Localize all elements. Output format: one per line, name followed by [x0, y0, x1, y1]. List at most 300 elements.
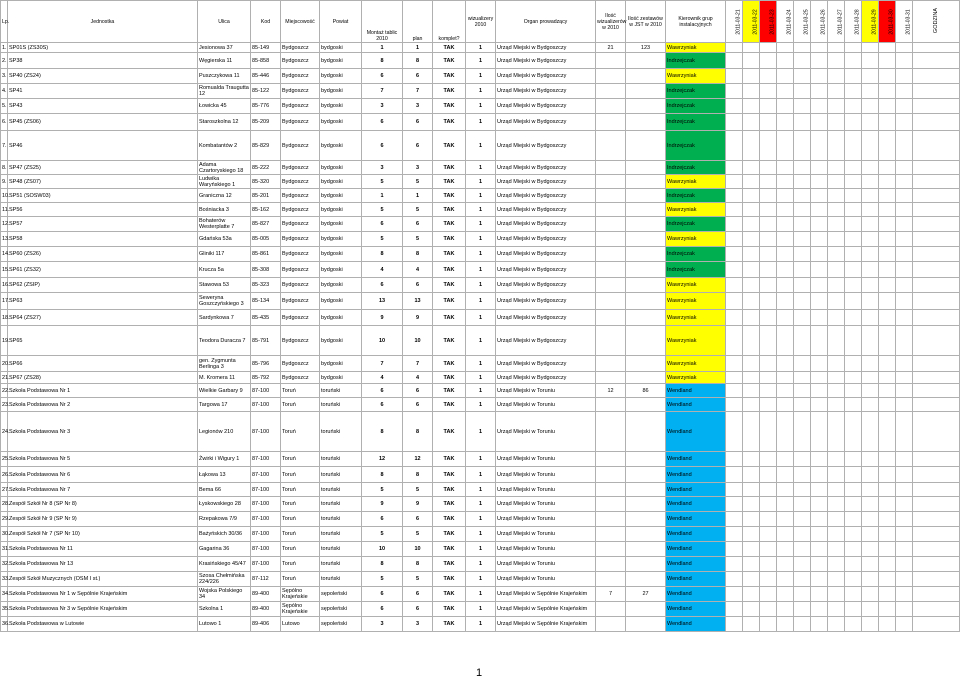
- cell-day: [896, 617, 913, 632]
- cell-day: [743, 69, 760, 84]
- cell-day: [913, 483, 960, 497]
- cell-lp: 3.: [1, 69, 8, 84]
- table-row: [1, 572, 960, 587]
- cell-day: [862, 512, 879, 527]
- cell-day: [777, 617, 794, 632]
- cell-powiat: bydgoski: [320, 356, 362, 372]
- cell-day: [811, 175, 828, 189]
- cell-jednostka: SP41: [8, 84, 198, 99]
- cell-tak: TAK: [433, 189, 466, 203]
- cell-kier: Indrzejczak: [666, 131, 726, 161]
- cell-day: [862, 262, 879, 278]
- cell-ulica: Ludwika Waryńskiego 1: [198, 175, 251, 189]
- cell-day: [794, 483, 811, 497]
- cell-ulica: Adama Czartoryskiego 18: [198, 161, 251, 175]
- cell-day: [743, 278, 760, 293]
- cell-day: [811, 497, 828, 512]
- cell-kod: 85-222: [251, 161, 281, 175]
- cell-day: [862, 69, 879, 84]
- col-header-ilosc-wizualizerow: Ilość wizualizerów w 2010: [596, 1, 626, 43]
- cell-kier: Wendland: [666, 527, 726, 542]
- cell-ilw: [596, 372, 626, 384]
- cell-day: [828, 572, 845, 587]
- cell-day: [845, 53, 862, 69]
- cell-day: [777, 587, 794, 602]
- cell-day: [828, 189, 845, 203]
- cell-day: [828, 617, 845, 632]
- cell-day: [811, 452, 828, 467]
- cell-day: [726, 527, 743, 542]
- col-header-miejscowosc: Miejscowość: [281, 1, 320, 43]
- col-header-wizualizery: wizualizery 2010: [466, 1, 496, 43]
- cell-kier: Indrzejczak: [666, 53, 726, 69]
- cell-day: [896, 69, 913, 84]
- cell-day: [845, 512, 862, 527]
- cell-day: [913, 53, 960, 69]
- cell-komplet: 10: [403, 542, 433, 557]
- cell-ilw: [596, 99, 626, 114]
- cell-day: [811, 262, 828, 278]
- cell-ulica: Seweryna Goszczyńskiego 3: [198, 293, 251, 310]
- table-row: [1, 602, 960, 617]
- cell-kod: 85-308: [251, 262, 281, 278]
- cell-plan: 5: [362, 483, 403, 497]
- cell-organ: Urząd Miejski w Toruniu: [496, 412, 596, 452]
- cell-ilz: [626, 372, 666, 384]
- cell-lp: 28.: [1, 497, 8, 512]
- cell-komplet: 6: [403, 512, 433, 527]
- cell-day: [862, 617, 879, 632]
- cell-ilw: [596, 467, 626, 483]
- cell-ulica: Bohaterów Westerplatte 7: [198, 217, 251, 232]
- cell-day: [828, 384, 845, 398]
- cell-day: [811, 232, 828, 247]
- cell-day: [845, 483, 862, 497]
- cell-day: [777, 43, 794, 53]
- cell-kier: Indrzejczak: [666, 114, 726, 131]
- cell-powiat: toruński: [320, 483, 362, 497]
- cell-day: [896, 467, 913, 483]
- cell-day: [913, 175, 960, 189]
- cell-kier: Wawrzyniak: [666, 43, 726, 53]
- cell-lp: 36.: [1, 617, 8, 632]
- cell-day: [828, 278, 845, 293]
- col-header-ulica: Ulica: [198, 1, 251, 43]
- cell-organ: Urząd Miejski w Toruniu: [496, 398, 596, 412]
- cell-day: [862, 217, 879, 232]
- cell-miejsc: Bydgoszcz: [281, 262, 320, 278]
- cell-day: [879, 217, 896, 232]
- cell-day: [811, 572, 828, 587]
- cell-kod: 85-162: [251, 203, 281, 217]
- cell-organ: Urząd Miejski w Bydgoszczy: [496, 326, 596, 356]
- cell-day: [879, 84, 896, 99]
- cell-day: [811, 293, 828, 310]
- cell-day: [845, 175, 862, 189]
- cell-komplet: 5: [403, 527, 433, 542]
- cell-miejsc: Toruń: [281, 557, 320, 572]
- cell-lp: 6.: [1, 114, 8, 131]
- cell-day: [828, 131, 845, 161]
- cell-wiz: 1: [466, 69, 496, 84]
- cell-day: [794, 278, 811, 293]
- cell-day: [777, 278, 794, 293]
- cell-day: [777, 114, 794, 131]
- cell-day: [845, 557, 862, 572]
- table-row: [1, 512, 960, 527]
- cell-ilw: [596, 84, 626, 99]
- cell-organ: Urząd Miejski w Bydgoszczy: [496, 293, 596, 310]
- cell-day: [828, 512, 845, 527]
- cell-day: [811, 43, 828, 53]
- cell-day: [896, 310, 913, 326]
- cell-powiat: bydgoski: [320, 247, 362, 262]
- cell-day: [743, 53, 760, 69]
- cell-ulica: Lutowo 1: [198, 617, 251, 632]
- cell-ulica: Kombatantów 2: [198, 131, 251, 161]
- col-header-day: 2011-03-25: [794, 1, 811, 43]
- cell-day: [879, 384, 896, 398]
- cell-day: [760, 372, 777, 384]
- cell-day: [828, 69, 845, 84]
- cell-wiz: 1: [466, 542, 496, 557]
- cell-day: [896, 232, 913, 247]
- cell-jednostka: Szkoła Podstawowa w Lutowie: [8, 617, 198, 632]
- cell-day: [845, 467, 862, 483]
- cell-day: [896, 217, 913, 232]
- cell-day: [862, 602, 879, 617]
- cell-day: [794, 232, 811, 247]
- cell-powiat: toruński: [320, 542, 362, 557]
- cell-day: [896, 483, 913, 497]
- cell-wiz: 1: [466, 175, 496, 189]
- cell-kier: Wawrzyniak: [666, 175, 726, 189]
- cell-day: [896, 114, 913, 131]
- cell-plan: 8: [362, 412, 403, 452]
- cell-organ: Urząd Miejski w Bydgoszczy: [496, 114, 596, 131]
- cell-wiz: 1: [466, 512, 496, 527]
- table-row: [1, 587, 960, 602]
- cell-ilw: [596, 326, 626, 356]
- cell-day: [811, 527, 828, 542]
- col-header-kierownik: Kierownik grup instalacyjnych: [666, 1, 726, 43]
- cell-day: [913, 310, 960, 326]
- cell-ilw: 21: [596, 43, 626, 53]
- cell-day: [760, 247, 777, 262]
- cell-kier: Wawrzyniak: [666, 326, 726, 356]
- cell-plan: 5: [362, 203, 403, 217]
- cell-jednostka: Zespół Szkół Nr 7 (SP Nr 10): [8, 527, 198, 542]
- cell-powiat: toruński: [320, 467, 362, 483]
- cell-day: [794, 161, 811, 175]
- cell-day: [794, 542, 811, 557]
- table-row: [1, 53, 960, 69]
- cell-day: [896, 497, 913, 512]
- cell-ulica: Łąkowa 13: [198, 467, 251, 483]
- cell-plan: 10: [362, 542, 403, 557]
- cell-day: [811, 217, 828, 232]
- cell-day: [726, 602, 743, 617]
- cell-day: [879, 175, 896, 189]
- cell-ilz: [626, 293, 666, 310]
- cell-plan: 6: [362, 278, 403, 293]
- cell-day: [879, 278, 896, 293]
- cell-plan: 7: [362, 84, 403, 99]
- cell-wiz: 1: [466, 262, 496, 278]
- cell-day: [896, 452, 913, 467]
- cell-day: [828, 293, 845, 310]
- table-row: [1, 262, 960, 278]
- cell-kier: Wendland: [666, 512, 726, 527]
- cell-wiz: 1: [466, 293, 496, 310]
- cell-ilz: [626, 310, 666, 326]
- cell-day: [828, 53, 845, 69]
- cell-ilw: [596, 602, 626, 617]
- cell-tak: TAK: [433, 161, 466, 175]
- cell-day: [760, 356, 777, 372]
- cell-day: [896, 587, 913, 602]
- cell-day: [879, 467, 896, 483]
- cell-tak: TAK: [433, 175, 466, 189]
- cell-tak: TAK: [433, 384, 466, 398]
- col-header-godzina: GODZINA: [913, 1, 960, 43]
- cell-plan: 5: [362, 572, 403, 587]
- cell-lp: 9.: [1, 175, 8, 189]
- cell-day: [760, 310, 777, 326]
- cell-day: [896, 384, 913, 398]
- cell-komplet: 5: [403, 232, 433, 247]
- cell-day: [794, 497, 811, 512]
- cell-ulica: Jesionowa 37: [198, 43, 251, 53]
- cell-organ: Urząd Miejski w Bydgoszczy: [496, 53, 596, 69]
- cell-komplet: 3: [403, 617, 433, 632]
- cell-day: [862, 189, 879, 203]
- cell-jednostka: SP43: [8, 99, 198, 114]
- table-row: [1, 278, 960, 293]
- cell-jednostka: Szkoła Podstawowa Nr 2: [8, 398, 198, 412]
- cell-ilz: 27: [626, 587, 666, 602]
- cell-powiat: bydgoski: [320, 161, 362, 175]
- cell-day: [828, 114, 845, 131]
- cell-day: [777, 452, 794, 467]
- cell-day: [862, 114, 879, 131]
- cell-day: [913, 84, 960, 99]
- cell-day: [760, 398, 777, 412]
- cell-jednostka: Szkoła Podstawowa Nr 3 w Sępólnie Krajeńskim: [8, 602, 198, 617]
- cell-day: [913, 372, 960, 384]
- cell-organ: Urząd Miejski w Toruniu: [496, 497, 596, 512]
- table-row: [1, 398, 960, 412]
- cell-powiat: toruński: [320, 512, 362, 527]
- cell-ilz: [626, 483, 666, 497]
- cell-jednostka: SP45 (ZS06): [8, 114, 198, 131]
- cell-day: [913, 161, 960, 175]
- cell-day: [811, 247, 828, 262]
- cell-day: [811, 557, 828, 572]
- cell-jednostka: Szkoła Podstawowa Nr 11: [8, 542, 198, 557]
- cell-kod: 87-100: [251, 384, 281, 398]
- cell-ulica: Bośniacka 3: [198, 203, 251, 217]
- cell-jednostka: SP47 (ZS25): [8, 161, 198, 175]
- cell-kod: 85-446: [251, 69, 281, 84]
- cell-day: [726, 467, 743, 483]
- cell-day: [777, 69, 794, 84]
- cell-day: [879, 247, 896, 262]
- cell-jednostka: Zespół Szkół Nr 9 (SP Nr 9): [8, 512, 198, 527]
- cell-day: [845, 542, 862, 557]
- cell-day: [845, 398, 862, 412]
- cell-plan: 7: [362, 356, 403, 372]
- table-row: [1, 326, 960, 356]
- col-header-montaz: Montaż tablic 2010: [362, 1, 403, 43]
- cell-tak: TAK: [433, 452, 466, 467]
- cell-komplet: 1: [403, 43, 433, 53]
- cell-day: [862, 572, 879, 587]
- cell-ulica: Teodora Duracza 7: [198, 326, 251, 356]
- cell-day: [726, 587, 743, 602]
- cell-powiat: bydgoski: [320, 203, 362, 217]
- cell-jednostka: SP63: [8, 293, 198, 310]
- cell-plan: 1: [362, 43, 403, 53]
- cell-tak: TAK: [433, 53, 466, 69]
- cell-plan: 6: [362, 69, 403, 84]
- cell-day: [760, 99, 777, 114]
- cell-plan: 8: [362, 467, 403, 483]
- cell-day: [726, 114, 743, 131]
- cell-day: [896, 278, 913, 293]
- cell-day: [760, 467, 777, 483]
- cell-day: [743, 217, 760, 232]
- cell-day: [879, 293, 896, 310]
- cell-day: [743, 557, 760, 572]
- cell-day: [743, 247, 760, 262]
- cell-day: [743, 232, 760, 247]
- cell-wiz: 1: [466, 189, 496, 203]
- cell-kod: 85-122: [251, 84, 281, 99]
- cell-day: [896, 293, 913, 310]
- cell-lp: 20.: [1, 356, 8, 372]
- cell-miejsc: Toruń: [281, 452, 320, 467]
- cell-day: [743, 203, 760, 217]
- cell-lp: 5.: [1, 99, 8, 114]
- cell-plan: 6: [362, 587, 403, 602]
- cell-tak: TAK: [433, 412, 466, 452]
- cell-day: [726, 572, 743, 587]
- cell-tak: TAK: [433, 43, 466, 53]
- cell-komplet: 6: [403, 384, 433, 398]
- cell-ulica: Puszczykowa 11: [198, 69, 251, 84]
- cell-miejsc: Bydgoszcz: [281, 278, 320, 293]
- cell-day: [794, 372, 811, 384]
- cell-day: [862, 203, 879, 217]
- cell-day: [828, 483, 845, 497]
- cell-day: [828, 542, 845, 557]
- cell-organ: Urząd Miejski w Bydgoszczy: [496, 217, 596, 232]
- cell-day: [777, 53, 794, 69]
- cell-tak: TAK: [433, 356, 466, 372]
- cell-miejsc: Bydgoszcz: [281, 53, 320, 69]
- cell-kier: Wawrzyniak: [666, 310, 726, 326]
- cell-day: [845, 99, 862, 114]
- cell-ulica: Gagarina 36: [198, 542, 251, 557]
- cell-lp: 27.: [1, 483, 8, 497]
- cell-day: [760, 512, 777, 527]
- cell-day: [760, 412, 777, 452]
- cell-ilz: [626, 542, 666, 557]
- cell-day: [777, 542, 794, 557]
- cell-day: [794, 293, 811, 310]
- cell-ilw: [596, 278, 626, 293]
- cell-jednostka: SP67 (ZS28): [8, 372, 198, 384]
- cell-day: [896, 189, 913, 203]
- cell-day: [896, 326, 913, 356]
- cell-lp: 33.: [1, 572, 8, 587]
- cell-komplet: 3: [403, 99, 433, 114]
- cell-jednostka: Zespół Szkół Nr 8 (SP Nr 8): [8, 497, 198, 512]
- cell-ulica: Sardynkowa 7: [198, 310, 251, 326]
- cell-powiat: toruński: [320, 572, 362, 587]
- cell-day: [896, 131, 913, 161]
- cell-day: [726, 69, 743, 84]
- cell-day: [811, 99, 828, 114]
- cell-day: [845, 247, 862, 262]
- cell-day: [794, 114, 811, 131]
- cell-powiat: toruński: [320, 384, 362, 398]
- cell-wiz: 1: [466, 99, 496, 114]
- cell-plan: 6: [362, 131, 403, 161]
- cell-tak: TAK: [433, 278, 466, 293]
- cell-miejsc: Toruń: [281, 572, 320, 587]
- cell-ilz: [626, 497, 666, 512]
- cell-komplet: 8: [403, 247, 433, 262]
- cell-kod: 87-100: [251, 542, 281, 557]
- cell-day: [811, 189, 828, 203]
- table-row: [1, 99, 960, 114]
- cell-powiat: bydgoski: [320, 53, 362, 69]
- cell-day: [845, 161, 862, 175]
- cell-day: [811, 467, 828, 483]
- cell-day: [760, 232, 777, 247]
- table-row: [1, 617, 960, 632]
- table-row: [1, 217, 960, 232]
- cell-day: [743, 617, 760, 632]
- cell-kod: 87-100: [251, 452, 281, 467]
- cell-ilz: [626, 617, 666, 632]
- cell-day: [896, 372, 913, 384]
- cell-day: [879, 412, 896, 452]
- cell-day: [896, 53, 913, 69]
- cell-day: [862, 497, 879, 512]
- cell-lp: 7.: [1, 131, 8, 161]
- cell-day: [811, 512, 828, 527]
- cell-ulica: Krasińskiego 45/47: [198, 557, 251, 572]
- cell-jednostka: SP51 (SOSW03): [8, 189, 198, 203]
- cell-day: [726, 310, 743, 326]
- cell-day: [794, 452, 811, 467]
- cell-ilw: 12: [596, 384, 626, 398]
- cell-day: [896, 203, 913, 217]
- cell-day: [896, 542, 913, 557]
- cell-jednostka: Szkoła Podstawowa Nr 6: [8, 467, 198, 483]
- cell-day: [913, 617, 960, 632]
- col-header-day: 2011-03-26: [811, 1, 828, 43]
- cell-lp: 15.: [1, 262, 8, 278]
- table-row: [1, 372, 960, 384]
- cell-day: [726, 53, 743, 69]
- cell-day: [777, 232, 794, 247]
- cell-wiz: 1: [466, 43, 496, 53]
- page-number: 1: [476, 667, 483, 679]
